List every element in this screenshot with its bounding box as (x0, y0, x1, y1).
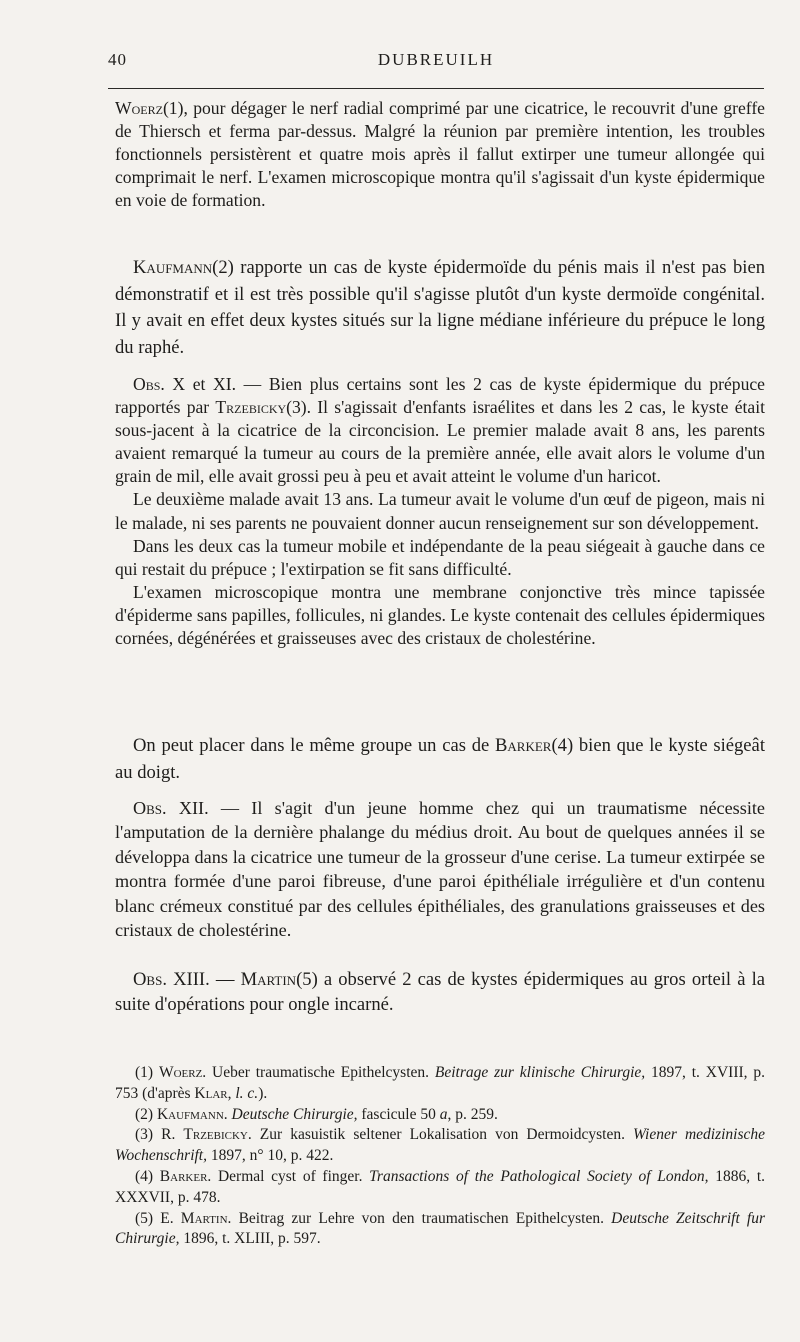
header-rule (108, 88, 764, 89)
footnote-author: Klar (194, 1084, 228, 1102)
footnote-3 (115, 1125, 765, 1167)
obs-label: Obs. (133, 798, 167, 818)
paragraph-text: On peut placer dans le même groupe un cas de (133, 735, 495, 756)
footnote-author: Woerz (158, 1064, 203, 1081)
paragraph-kaufmann (115, 255, 765, 361)
footnote-number: (5) (135, 1209, 154, 1227)
footnote-1 (115, 1063, 765, 1105)
footnote-text: . Zur kasuistik seltener Lokalisation von Dermoidcysten. (247, 1126, 633, 1144)
main-text-obs-xii (115, 796, 765, 942)
paragraph-text: XII. — Il s'agit d'un jeune homme chez qui un traumatisme nécessite l'amputation de la dernière phalange du médius droit. Au bout de quelques années il se développa dans la cicatrice une tumeur de la grosseur d'une cerise. La tumeur extirpée se montra formée d'une paroi fibreuse, d'une paroi épithéliale irrégulière et d'un contenu blanc crémeux constitué par des cellules épithéliales, des granulations graisseuses et des cristaux de cholestérine. (115, 798, 765, 941)
footnote-author: Barker (159, 1167, 208, 1185)
footnote-text: 1897, n° 10, p. 422. (207, 1147, 334, 1165)
footnotes (115, 1063, 765, 1250)
footnote-ref: (2) (212, 257, 234, 278)
footnote-author: Kaufmann (156, 1105, 224, 1123)
paragraph-text: a observé 2 cas de kystes épidermiques au gros orteil à la suite d'opérations pour ongle incarné. (115, 969, 765, 1015)
author-name: Martin (240, 969, 297, 990)
author-name: Woerz (115, 98, 163, 118)
footnote-4 (115, 1167, 765, 1209)
footnote-text: . Ueber traumatische Epithelcysten. (202, 1064, 435, 1081)
footnote-journal: Deutsche Zeitschrift fur Chirurgie, (115, 1209, 766, 1248)
footnote-author: Trzebicky (183, 1126, 248, 1144)
footnote-initial: E. (160, 1209, 174, 1227)
footnote-number: (1) (135, 1064, 154, 1081)
footnote-ref: (5) (296, 969, 318, 990)
paragraph-second-patient: Le deuxième malade avait 13 ans. La tumeur avait le volume d'un œuf de pigeon, mais ni le malade, ni ses parents ne pouvaient donner aucun renseignement sur son développement. (115, 489, 765, 533)
footnote-number: (2) (135, 1105, 154, 1123)
footnote-author: Martin (180, 1209, 228, 1227)
author-name: Barker (494, 735, 552, 756)
footnote-5 (115, 1209, 765, 1251)
paragraph-barker (115, 733, 765, 786)
footnote-number: (4) (135, 1167, 154, 1185)
paragraph-text: XIII. — (166, 969, 241, 990)
footnote-text: 1897, t. XVIII, p. 753 (d'après (115, 1064, 765, 1102)
footnote-2 (115, 1105, 765, 1126)
paragraph-text: rapporte un cas de kyste épidermoïde du pénis mais il n'est pas bien démonstratif et il est très possible qu'il s'agisse plutôt d'un kyste dermoïde congénital. Il y avait en effet deux kystes situés sur la ligne médiane inférieure du prépuce le long du raphé. (115, 257, 765, 358)
paragraph-microscopy: L'examen microscopique montra une membrane conjonctive très mince tapissée d'épiderme sans papilles, follicules, ni glandes. Le kyste contenait des cellules épidermiques cornées, dégénérées et graisseuses avec des cristaux de cholestérine. (115, 581, 765, 649)
main-text-upper (115, 97, 765, 212)
running-head: DUBREUILH (377, 50, 495, 69)
page-number: 40 (108, 50, 127, 69)
paragraph-text: . Il s'agissait d'enfants israélites et dans les 2 cas, le kyste était sous-jacent à la cicatrice de la circoncision. Le premier malade avait 8 ans, les parents avaient remarqué la tumeur au cours de la première année, elle avait alors le volume d'un grain de mil, elle avait grossi peu à peu et avait atteint le volume d'un haricot. (115, 397, 765, 487)
paragraph-text: bien que le kyste siégeât au doigt. (115, 735, 765, 783)
footnote-text: , (227, 1084, 236, 1102)
main-text-kaufmann (115, 255, 765, 361)
paragraph-text: X et XI. — Bien plus certains sont les 2 cas de kyste épidermique du prépuce rapportés par (115, 374, 765, 418)
footnote-journal: Beitrage zur klinische Chirurgie, (434, 1064, 646, 1081)
footnote-journal: Deutsche Chirurgie, (231, 1105, 358, 1123)
author-name: Kaufmann (133, 257, 213, 278)
footnote-number: (3) (135, 1126, 154, 1144)
paragraph-obs-xiii (115, 968, 765, 1017)
paragraph-text: , pour dégager le nerf radial comprimé par une cicatrice, le recouvrit d'une greffe de Thiersch et ferma par-dessus. Malgré la réunion par première intention, les troubles fonctionnels persistèrent et quatre mois après il fallut extirper une tumeur allongée qui comprimait le nerf. L'examen microscopique montra qu'il s'agissait d'un kyste épidermique en voie de formation. (115, 98, 765, 211)
footnote-text: 1896, t. XLIII, p. 597. (179, 1230, 321, 1248)
footnote-journal: Transactions of the Pathological Society of London, (369, 1167, 709, 1185)
paragraph-obs-xii (115, 796, 765, 942)
main-text-barker (115, 733, 765, 786)
footnote-ref: (3) (286, 397, 307, 418)
main-text-trzebicky (115, 373, 765, 650)
footnote-text: 1886, t. XXXVII, p. 478. (115, 1167, 766, 1206)
footnote-text: , p. 259. (447, 1105, 498, 1123)
footnote-ref: (4) (551, 735, 574, 756)
main-text-obs-xiii (115, 968, 765, 1017)
footnote-text: ). (258, 1084, 268, 1102)
footnote-initial: R. (161, 1126, 176, 1144)
footnote-journal: Wiener medizinische Wochenschrift, (115, 1126, 766, 1165)
footnote-text: . (223, 1105, 232, 1123)
footnote-ref: (1) (162, 98, 184, 118)
obs-label: Obs. (133, 374, 165, 394)
footnote-italic: l. c. (235, 1084, 259, 1102)
paragraph-woerz (115, 97, 765, 212)
footnote-italic: a (439, 1105, 448, 1123)
paragraph-obs-x-xi (115, 373, 765, 488)
footnote-text: . Beitrag zur Lehre von den traumatischen Epithelcysten. (227, 1209, 612, 1227)
footnote-text: . Dermal cyst of finger. (207, 1167, 370, 1185)
footnote-text: fascicule 50 (357, 1105, 440, 1123)
page-header (108, 50, 764, 74)
obs-label: Obs. (133, 969, 167, 990)
author-name: Trzebicky (215, 397, 287, 418)
paragraph-both-cases: Dans les deux cas la tumeur mobile et indépendante de la peau siégeait à gauche dans ce qui restait du prépuce ; l'extirpation se fit sans difficulté. (115, 535, 765, 579)
